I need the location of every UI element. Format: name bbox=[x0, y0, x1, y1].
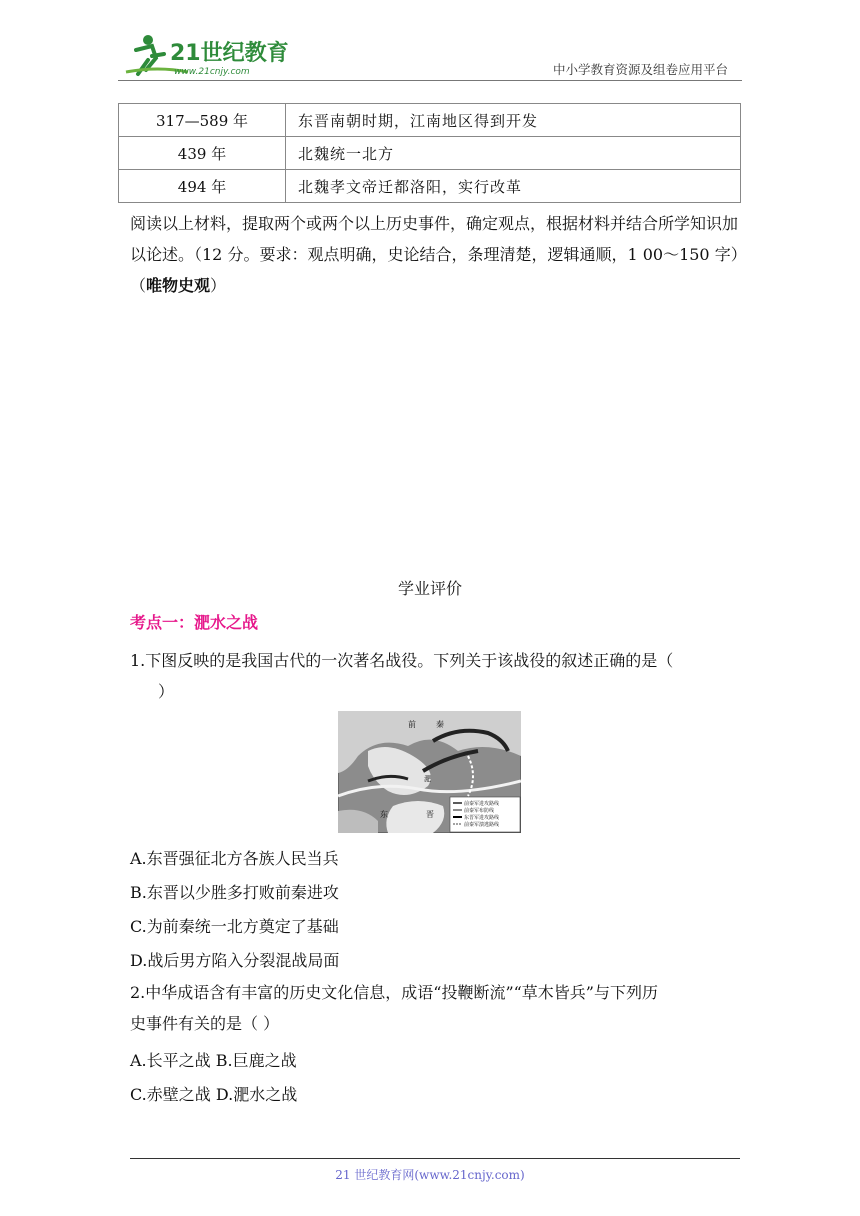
svg-text:21世纪教育: 21世纪教育 bbox=[170, 41, 289, 66]
svg-text:东: 东 bbox=[380, 810, 388, 819]
section-title: 学业评价 bbox=[397, 579, 462, 598]
option-b: B.东晋以少胜多打败前秦进攻 bbox=[130, 883, 339, 902]
option-d: D.战后男方陷入分裂混战局面 bbox=[130, 951, 340, 970]
footer-divider bbox=[130, 1158, 740, 1159]
question-1-blank: ） bbox=[158, 682, 175, 701]
instruction-text: 阅读以上材料，提取两个或两个以上历史事件，确定观点，根据材料并结合所学知识加以论述。（12 分。要求：观点明确，史论结合，条理清楚，逻辑通顺，1 00～150 字）（ bbox=[130, 214, 739, 295]
question-2-stem-cont: 史事件有关的是（ ） bbox=[130, 1014, 280, 1033]
site-title: 中小学教育资源及组卷应用平台 bbox=[552, 62, 728, 77]
table-row bbox=[119, 170, 741, 203]
svg-text:前秦军溃逃路线: 前秦军溃逃路线 bbox=[464, 822, 500, 828]
instruction-emphasis: 唯物史观 bbox=[146, 276, 211, 295]
table-row bbox=[119, 104, 741, 137]
event-cell: 东晋南朝时期，江南地区得到开发 bbox=[286, 104, 741, 137]
svg-text:前: 前 bbox=[408, 720, 416, 729]
option-a: A.东晋强征北方各族人民当兵 bbox=[130, 849, 339, 868]
instruction-close: ） bbox=[210, 276, 227, 295]
table-row bbox=[119, 137, 741, 170]
question-2-options-row2: C.赤壁之战 D.淝水之战 bbox=[130, 1085, 298, 1104]
year-cell: 494 年 bbox=[119, 170, 286, 203]
header-divider bbox=[118, 80, 742, 81]
feishui-battle-map bbox=[338, 711, 521, 833]
question-1-stem: 1.下图反映的是我国古代的一次著名战役。下列关于该战役的叙述正确的是（ bbox=[130, 651, 674, 670]
kaodian-heading: 考点一：淝水之战 bbox=[130, 613, 259, 632]
svg-text:前秦军布防线: 前秦军布防线 bbox=[464, 808, 495, 814]
question-2-options-row1: A.长平之战 B.巨鹿之战 bbox=[130, 1051, 297, 1070]
logo-21cnjy bbox=[118, 30, 298, 80]
event-cell: 北魏统一北方 bbox=[286, 137, 741, 170]
question-2-stem: 2.中华成语含有丰富的历史文化信息，成语“投鞭断流”“草木皆兵”与下列历 bbox=[130, 983, 658, 1002]
page-header bbox=[118, 30, 742, 82]
event-cell: 北魏孝文帝迁都洛阳，实行改革 bbox=[286, 170, 741, 203]
svg-text:前秦军进攻路线: 前秦军进攻路线 bbox=[464, 801, 500, 807]
svg-text:淝: 淝 bbox=[424, 775, 431, 783]
svg-text:晋: 晋 bbox=[426, 810, 434, 819]
svg-text:秦: 秦 bbox=[436, 720, 444, 729]
year-cell: 439 年 bbox=[119, 137, 286, 170]
svg-text:www.21cnjy.com: www.21cnjy.com bbox=[174, 67, 250, 77]
year-cell: 317—589 年 bbox=[119, 104, 286, 137]
svg-text:东晋军进攻路线: 东晋军进攻路线 bbox=[464, 815, 500, 821]
question-2 bbox=[130, 977, 742, 1039]
footer-text: 21 世纪教育网(www.21cnjy.com) bbox=[335, 1168, 525, 1182]
instruction-paragraph bbox=[130, 208, 742, 301]
option-c: C.为前秦统一北方奠定了基础 bbox=[130, 917, 339, 936]
question-1 bbox=[130, 645, 742, 707]
timeline-table bbox=[118, 103, 741, 203]
